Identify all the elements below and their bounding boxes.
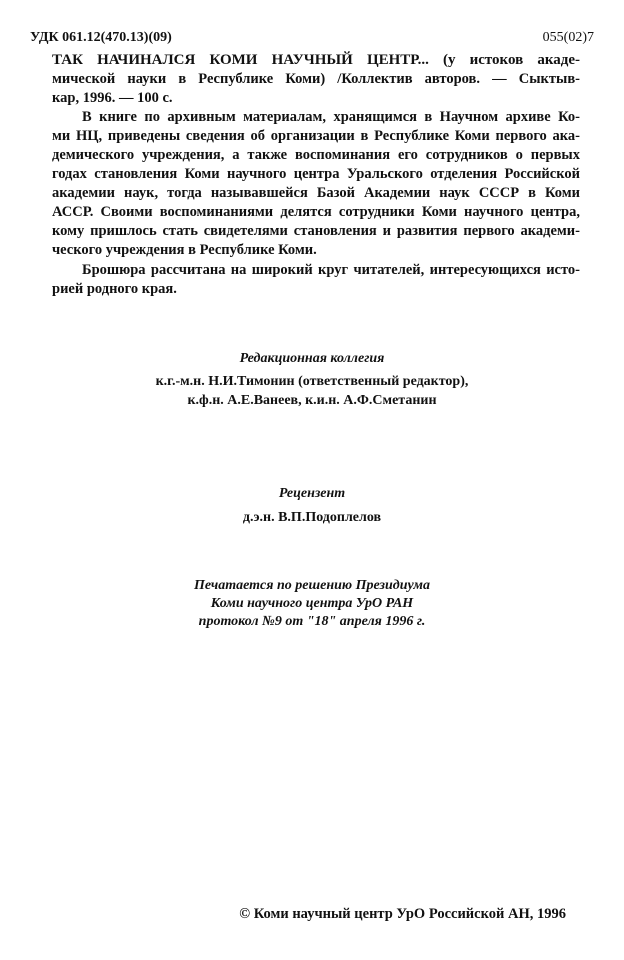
abstract-line: В книге по архивным материалам, хранящимся в Научном архиве Ко- — [82, 109, 580, 125]
abstract-line: ми НЦ, приведены сведения об организации в Республике Коми первого ака- — [52, 128, 580, 144]
editorial-board-title: Редакционная коллегия — [239, 351, 385, 366]
abstract-line: демического учреждения, а также воспоминания его сотрудников о первых — [52, 147, 580, 163]
abstract-line: кар, 1996. — 100 с. — [52, 90, 173, 106]
abstract-line: ческого учреждения в Республике Коми. — [52, 242, 317, 258]
abstract-line: АССР. Своими воспоминаниями делятся сотрудники Коми научного центра, — [52, 204, 580, 220]
editorial-board-line: к.г.-м.н. Н.И.Тимонин (ответственный редактор), — [155, 374, 469, 389]
udk-code: УДК 061.12(470.13)(09) — [30, 30, 172, 45]
abstract-line: кому пришлось стать свидетелями становления и развития первого академи- — [52, 223, 580, 239]
abstract-line: Брошюра рассчитана на широкий круг читателей, интересующихся исто- — [82, 262, 580, 278]
reviewer-name: д.э.н. В.П.Подоплелов — [242, 510, 382, 525]
imprint-line: протокол №9 от "18" апреля 1996 г. — [198, 614, 426, 629]
abstract-line: ТАК НАЧИНАЛСЯ КОМИ НАУЧНЫЙ ЦЕНТР... (у истоков акаде- — [52, 52, 580, 68]
editorial-board-line: к.ф.н. А.Е.Ванеев, к.и.н. А.Ф.Сметанин — [187, 393, 437, 408]
imprint-line: Коми научного центра УрО РАН — [210, 596, 414, 611]
abstract-line: годах становления Коми научного центра Уральского отделения Российской — [52, 166, 580, 182]
abstract-line: мической науки в Республике Коми) /Коллектив авторов. — Сыктыв- — [52, 71, 580, 87]
bbk-code: 055(02)7 — [542, 30, 594, 45]
copyright: © Коми научный центр УрО Российской АН, 1996 — [239, 906, 566, 922]
abstract-line: академии наук, тогда называвшейся Базой Академии наук СССР в Коми — [52, 185, 580, 201]
reviewer-title: Рецензент — [278, 486, 346, 501]
abstract-line: рией родного края. — [52, 281, 177, 297]
imprint-line: Печатается по решению Президиума — [193, 578, 430, 593]
